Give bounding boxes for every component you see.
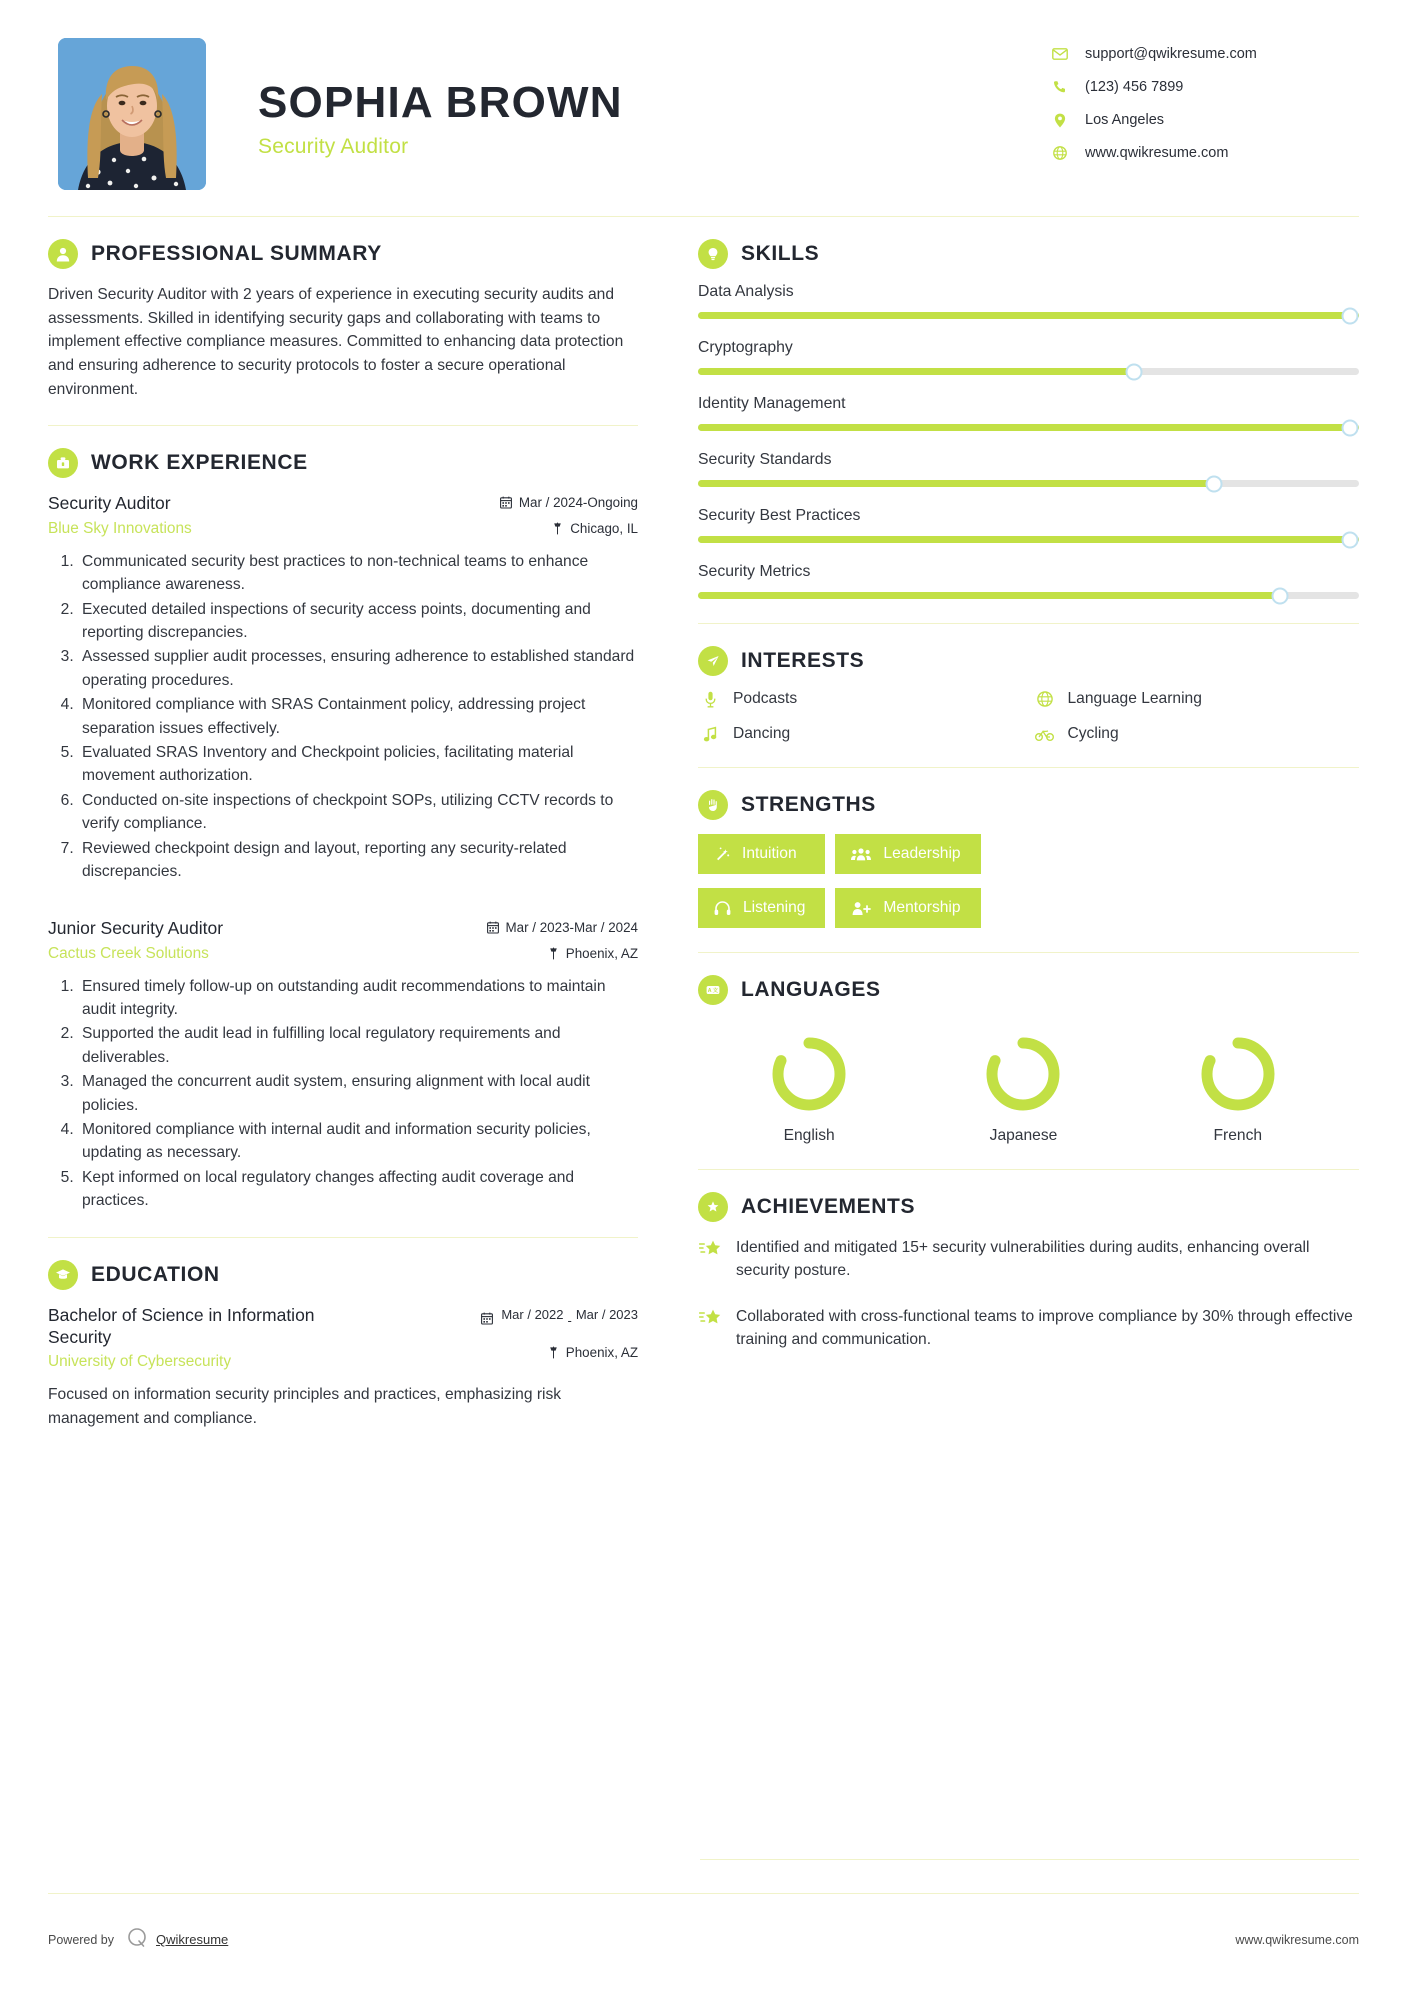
skill-item [698, 563, 1359, 599]
map-pin-icon [548, 1346, 559, 1359]
education-entry [48, 1304, 638, 1372]
job-bullet: 5. Evaluated SRAS Inventory and Checkpoint policies, facilitating material movement authorization. [78, 741, 638, 788]
language-label: French [1213, 1127, 1263, 1144]
interest-item [698, 690, 1025, 708]
map-pin-icon [552, 522, 563, 535]
job-date-value: Mar / 2023-Mar / 2024 [505, 920, 638, 936]
skill-bar-knob[interactable] [1126, 363, 1143, 380]
section-header [698, 975, 1359, 1005]
interest-label: Podcasts [733, 690, 798, 707]
page-title: SOPHIA BROWN [258, 78, 623, 127]
skill-bar[interactable] [698, 536, 1359, 543]
page-footer [48, 1927, 1359, 1952]
skill-bar[interactable] [698, 424, 1359, 431]
paper-plane-icon [698, 646, 728, 676]
skill-bar-knob[interactable] [1271, 587, 1288, 604]
education-school: University of Cybersecurity [48, 1353, 232, 1371]
spacer [48, 887, 638, 917]
graduation-cap-icon [48, 1260, 78, 1290]
education-description: Focused on information security principles and practices, emphasizing risk management and compliance. [48, 1386, 562, 1427]
section-header [698, 1192, 1359, 1222]
job-bullet: 3. Managed the concurrent audit system, ensuring alignment with local audit policies. [78, 1070, 638, 1117]
education-meta [481, 1304, 638, 1360]
skill-label: Data Analysis [698, 283, 794, 300]
skill-bar-knob[interactable] [1342, 419, 1359, 436]
job-location [500, 521, 638, 536]
section-education [48, 1260, 638, 1431]
job-title: Security Auditor [258, 135, 409, 159]
interest-label: Language Learning [1067, 690, 1202, 707]
contact-phone[interactable] [1049, 79, 1359, 95]
skill-item [698, 395, 1359, 431]
strength-leadership[interactable] [835, 834, 980, 874]
star-icon [698, 1236, 724, 1258]
education-start-date: Mar / 2022 [501, 1306, 564, 1322]
skill-bar[interactable] [698, 312, 1359, 319]
skill-bar-fill [698, 424, 1359, 431]
right-column [686, 217, 1359, 1374]
skill-label: Security Metrics [698, 563, 811, 580]
skill-item [698, 339, 1359, 375]
interest-label: Cycling [1067, 725, 1119, 742]
section-title: ACHIEVEMENTS [741, 1195, 916, 1218]
job-bullet: 4. Monitored compliance with SRAS Containment policy, addressing project separation issues effectively. [78, 693, 638, 740]
headphones-icon [714, 900, 731, 916]
section-header [48, 1260, 638, 1290]
job-bullet: 1. Ensured timely follow-up on outstanding audit recommendations to maintain audit integrity. [78, 975, 638, 1022]
job-bullet: 5. Kept informed on local regulatory changes affecting audit coverage and practices. [78, 1166, 638, 1213]
language-item [739, 1033, 879, 1145]
calendar-icon [481, 1312, 493, 1329]
footer-right-divider [700, 1859, 1359, 1860]
section-languages [698, 975, 1359, 1145]
svg-text:文: 文 [712, 987, 719, 994]
section-title: LANGUAGES [741, 978, 881, 1001]
section-header [698, 646, 1359, 676]
left-column [48, 217, 668, 1430]
interest-item [1033, 690, 1360, 708]
job-meta [500, 492, 638, 536]
calendar-icon [500, 496, 512, 509]
section-divider [698, 623, 1359, 624]
briefcase-icon [48, 448, 78, 478]
job-bullet: 7. Reviewed checkpoint design and layout, reporting any security-related discrepancies. [78, 837, 638, 884]
skill-label: Cryptography [698, 339, 793, 356]
resume-header [48, 38, 1359, 216]
skill-bar[interactable] [698, 480, 1359, 487]
job-location-value: Phoenix, AZ [565, 946, 638, 962]
hand-icon [698, 790, 728, 820]
achievement-item [698, 1236, 1359, 1283]
job-date-value: Mar / 2024-Ongoing [518, 495, 638, 511]
work-experience-entry [48, 492, 638, 883]
footer-website: www.qwikresume.com [1235, 1932, 1359, 1947]
strength-mentorship[interactable] [835, 888, 980, 928]
profile-photo-image [58, 38, 206, 190]
achievement-text: Identified and mitigated 15+ security vulnerabilities during audits, enhancing overall security posture. [736, 1239, 1310, 1280]
name-block [258, 38, 1049, 159]
skill-item [698, 451, 1359, 487]
contact-list [1049, 38, 1359, 178]
strength-label: Mentorship [883, 899, 961, 916]
job-bullet: 4. Monitored compliance with internal audit and information security policies, updating as necessary. [78, 1118, 638, 1165]
skill-bar-fill [698, 312, 1359, 319]
section-header [48, 239, 638, 269]
job-identity [48, 917, 487, 962]
languages-list [698, 1019, 1359, 1145]
contact-phone-value: (123) 456 7899 [1085, 79, 1184, 95]
job-date [500, 495, 638, 510]
skill-item [698, 283, 1359, 319]
location-pin-icon [1049, 113, 1071, 128]
language-donut [768, 1033, 850, 1115]
resume-body [48, 217, 1359, 1430]
map-pin-icon [548, 947, 559, 960]
section-professional-summary [48, 239, 638, 401]
skill-bar-knob[interactable] [1205, 475, 1222, 492]
job-bullets [48, 975, 638, 1213]
summary-text: Driven Security Auditor with 2 years of experience in executing security audits and assessments. Skilled in identifying security gaps and collaborating with teams to implement effective compliance measures. Committed to enhancing data protection and ensuring adherence to security protocols to foster a secure operational environment. [48, 286, 624, 398]
profile-photo [58, 38, 206, 190]
translate-icon [698, 975, 728, 1005]
job-role: Junior Security Auditor [48, 918, 224, 939]
microphone-icon [698, 691, 722, 708]
job-identity [48, 492, 500, 537]
skill-bar[interactable] [698, 592, 1359, 599]
section-title: INTERESTS [741, 649, 865, 672]
contact-email[interactable] [1049, 46, 1359, 62]
skill-label: Security Standards [698, 451, 832, 468]
lightbulb-icon [698, 239, 728, 269]
section-skills [698, 239, 1359, 599]
calendar-icon [487, 921, 499, 934]
language-item [1168, 1033, 1308, 1145]
skill-bar[interactable] [698, 368, 1359, 375]
job-role: Security Auditor [48, 493, 171, 514]
globe-icon [1049, 146, 1071, 160]
email-icon [1049, 48, 1071, 60]
section-header [698, 790, 1359, 820]
job-location-value: Chicago, IL [570, 521, 638, 537]
language-label: English [783, 1127, 835, 1144]
skill-label: Identity Management [698, 395, 846, 412]
contact-website[interactable] [1049, 145, 1359, 161]
job-bullet: 2. Supported the audit lead in fulfilling local regulatory requirements and deliverables. [78, 1022, 638, 1069]
language-label: Japanese [989, 1127, 1058, 1144]
job-date [487, 920, 638, 935]
section-title: WORK EXPERIENCE [91, 451, 308, 475]
date-separator: - [567, 1312, 572, 1328]
job-bullets [48, 550, 638, 883]
footer-divider [48, 1893, 1359, 1894]
contact-website-value: www.qwikresume.com [1085, 145, 1229, 161]
skill-bar-fill [698, 480, 1214, 487]
skill-label: Security Best Practices [698, 507, 861, 524]
education-dates [481, 1307, 638, 1329]
section-title: STRENGTHS [741, 793, 876, 816]
star-icon [698, 1305, 724, 1327]
section-header [698, 239, 1359, 269]
language-donut [1197, 1033, 1279, 1115]
job-heading [48, 917, 638, 962]
strength-listening[interactable] [698, 888, 825, 928]
contact-location [1049, 112, 1359, 128]
globe-icon [1033, 691, 1057, 707]
skill-bar-fill [698, 536, 1359, 543]
section-title: EDUCATION [91, 1262, 220, 1286]
section-title: PROFESSIONAL SUMMARY [91, 242, 382, 265]
education-identity [48, 1304, 481, 1372]
bicycle-icon [1033, 728, 1057, 741]
strength-label: Listening [743, 899, 806, 916]
achievement-text: Collaborated with cross-functional teams to improve compliance by 30% through effective training and communication. [736, 1307, 1353, 1349]
powered-by-label: Powered by [48, 1932, 115, 1947]
section-divider [698, 767, 1359, 768]
section-header [48, 448, 638, 478]
qwikresume-link[interactable]: Qwikresume [156, 1932, 229, 1947]
achievement-item [698, 1305, 1359, 1352]
job-bullet: 3. Assessed supplier audit processes, ensuring adherence to established standard operating procedures. [78, 645, 638, 692]
strength-intuition[interactable] [698, 834, 825, 874]
strength-label: Leadership [883, 845, 961, 862]
job-company: Cactus Creek Solutions [48, 944, 209, 962]
job-company: Blue Sky Innovations [48, 519, 192, 537]
section-divider [698, 1169, 1359, 1170]
education-location [481, 1345, 638, 1360]
award-star-icon [698, 1192, 728, 1222]
section-work-experience [48, 448, 638, 1212]
skill-bar-fill [698, 368, 1134, 375]
job-bullet: 2. Executed detailed inspections of security access points, documenting and reporting discrepancies. [78, 598, 638, 645]
section-divider [48, 1237, 638, 1238]
education-end-date: Mar / 2023 [575, 1306, 638, 1322]
strengths-list [698, 834, 1359, 928]
language-donut [982, 1033, 1064, 1115]
users-icon [851, 847, 871, 862]
phone-icon [1049, 80, 1071, 94]
interest-label: Dancing [733, 725, 791, 742]
job-heading [48, 492, 638, 537]
section-achievements [698, 1192, 1359, 1352]
user-circle-icon [48, 239, 78, 269]
skill-item [698, 507, 1359, 543]
contact-email-value: support@qwikresume.com [1085, 46, 1257, 62]
skill-bar-knob[interactable] [1342, 531, 1359, 548]
contact-location-value: Los Angeles [1085, 112, 1165, 128]
section-interests [698, 646, 1359, 743]
section-title: SKILLS [741, 242, 820, 265]
strength-label: Intuition [742, 845, 797, 862]
magic-wand-icon [714, 846, 730, 862]
skill-bar-fill [698, 592, 1280, 599]
music-note-icon [698, 726, 722, 742]
section-divider [698, 952, 1359, 953]
job-bullet: 1. Communicated security best practices to non-technical teams to enhance compliance awareness. [78, 550, 638, 597]
section-divider [48, 425, 638, 426]
skill-bar-knob[interactable] [1342, 307, 1359, 324]
language-item [953, 1033, 1093, 1145]
section-strengths [698, 790, 1359, 928]
job-bullet: 6. Conducted on-site inspections of checkpoint SOPs, utilizing CCTV records to verify compliance. [78, 789, 638, 836]
work-experience-entry [48, 917, 638, 1212]
job-location [487, 946, 638, 961]
user-plus-icon [851, 901, 871, 916]
job-meta [487, 917, 638, 961]
education-location-value: Phoenix, AZ [565, 1344, 638, 1360]
qwikresume-logo-icon [126, 1927, 148, 1952]
education-degree: Bachelor of Science in Information Security [48, 1304, 315, 1347]
interest-item [1033, 725, 1360, 743]
footer-branding [48, 1927, 228, 1952]
svg-text:A: A [707, 987, 712, 994]
interests-list [698, 690, 1359, 743]
interest-item [698, 725, 1025, 743]
